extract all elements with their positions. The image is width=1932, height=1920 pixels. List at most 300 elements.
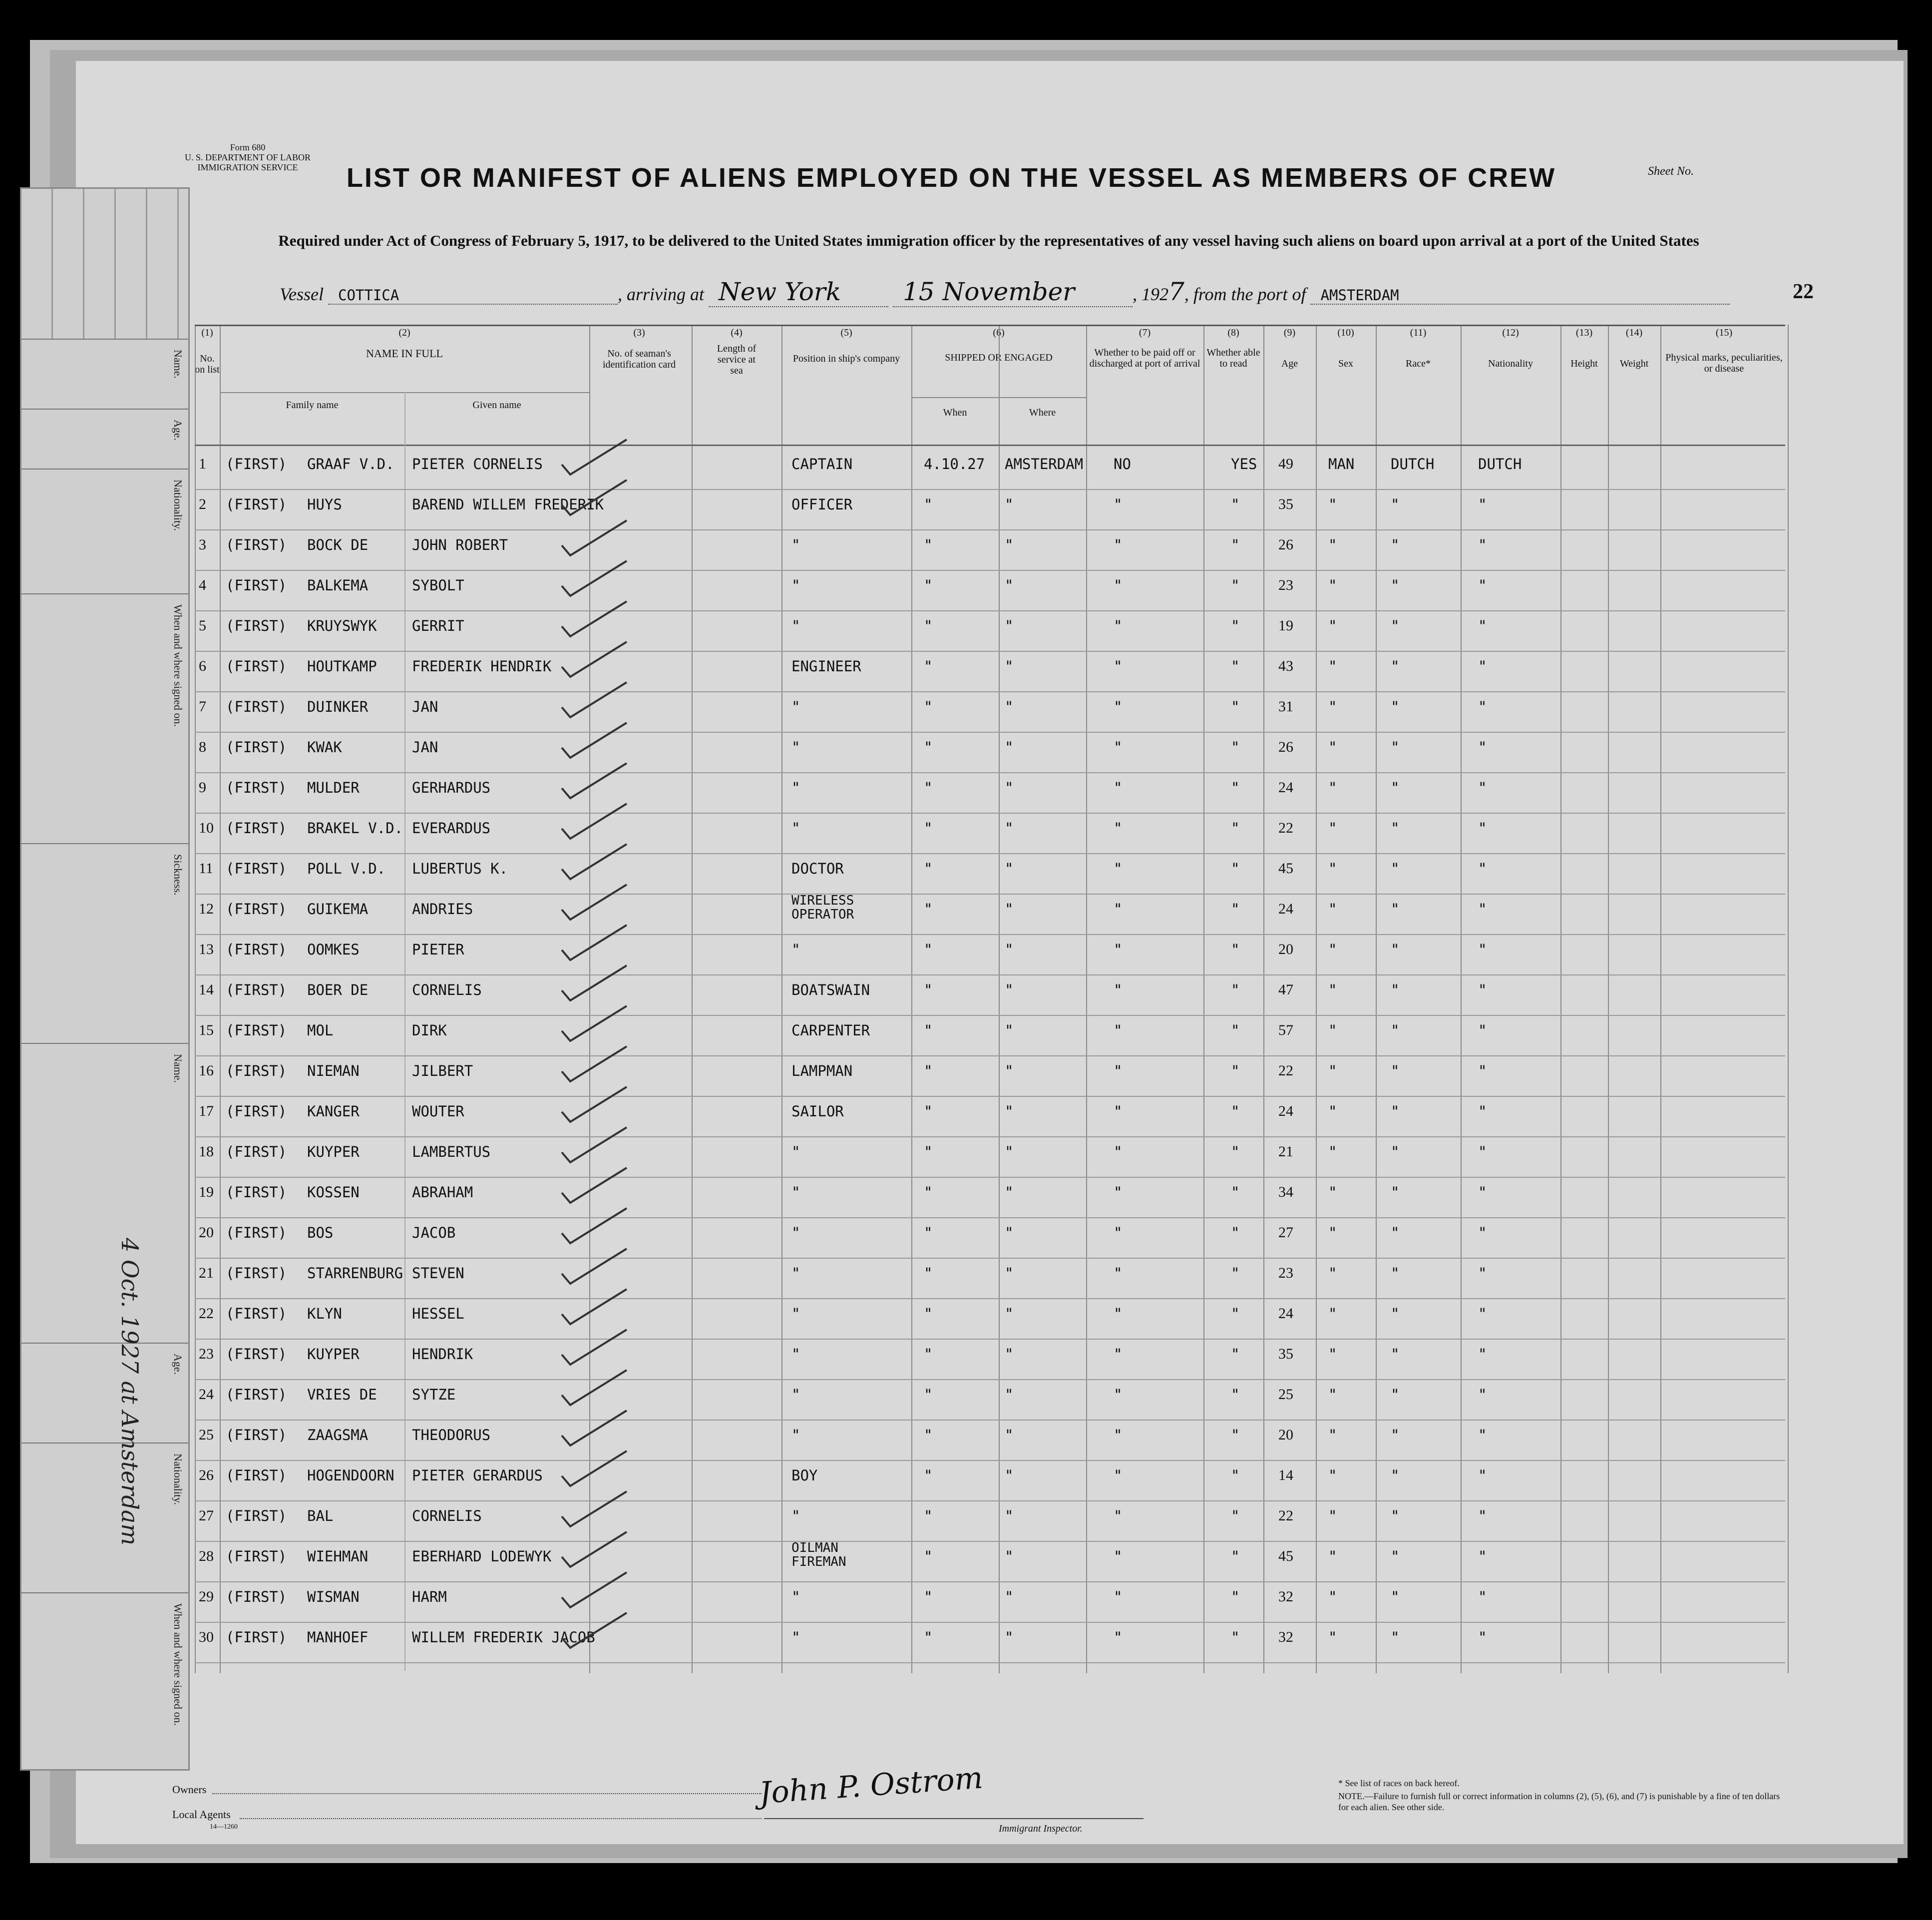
position: " — [791, 1427, 800, 1443]
class-stamp: (FIRST) — [226, 739, 287, 756]
age: 24 — [1278, 1305, 1293, 1322]
position: " — [791, 1184, 800, 1201]
nationality: " — [1478, 1467, 1487, 1484]
given-name: HENDRIK — [412, 1346, 473, 1363]
able-to-read: " — [1231, 1022, 1240, 1039]
race: " — [1391, 1386, 1400, 1403]
table-row — [195, 733, 1785, 773]
row-number: 27 — [199, 1507, 214, 1524]
able-to-read: " — [1231, 941, 1240, 958]
given-name: WOUTER — [412, 1103, 464, 1120]
check-mark-icon — [559, 437, 629, 477]
shipped-where: " — [1005, 617, 1014, 634]
race: " — [1391, 941, 1400, 958]
race: " — [1391, 981, 1400, 998]
able-to-read: " — [1231, 1427, 1240, 1443]
col-header-nationality: (12) Nationality — [1488, 327, 1533, 369]
sex: " — [1328, 1346, 1337, 1363]
shipped-where: AMSTERDAM — [1005, 456, 1084, 473]
family-name: NIEMAN — [307, 1062, 360, 1079]
able-to-read: " — [1231, 1548, 1240, 1565]
table-row — [195, 1137, 1785, 1177]
family-name: KOSSEN — [307, 1184, 360, 1201]
row-number: 10 — [199, 820, 214, 836]
age: 23 — [1278, 1265, 1293, 1281]
shipped-where: " — [1005, 496, 1014, 513]
col-header-where: Where — [1029, 407, 1056, 418]
table-row — [195, 1542, 1785, 1582]
age: 31 — [1278, 698, 1293, 715]
races-note: * See list of races on back hereof. — [1338, 1778, 1460, 1788]
sex: " — [1328, 536, 1337, 553]
given-name: PIETER GERARDUS — [412, 1467, 543, 1484]
nationality: " — [1478, 941, 1487, 958]
paid-off: " — [1114, 1427, 1123, 1443]
position: CAPTAIN — [791, 456, 853, 473]
family-name: BOER DE — [307, 981, 369, 998]
paid-off: " — [1114, 941, 1123, 958]
check-mark-icon — [559, 1044, 629, 1084]
paid-off: " — [1114, 779, 1123, 796]
shipped-where: " — [1005, 1305, 1014, 1322]
position: " — [791, 1507, 800, 1524]
given-name: WILLEM FREDERIK JACOB — [412, 1629, 595, 1646]
table-row — [195, 854, 1785, 894]
class-stamp: (FIRST) — [226, 1103, 287, 1120]
sex: " — [1328, 1062, 1337, 1079]
given-name: JAN — [412, 739, 438, 756]
local-agents-label: Local Agents — [172, 1808, 231, 1821]
nationality: " — [1478, 536, 1487, 553]
family-name: BOS — [307, 1224, 334, 1241]
age: 49 — [1278, 456, 1293, 472]
table-row — [195, 1218, 1785, 1258]
check-mark-icon — [559, 478, 629, 517]
strip-field: Sickness. — [21, 843, 188, 1044]
row-number: 19 — [199, 1184, 214, 1200]
race: " — [1391, 779, 1400, 796]
vessel-line: Vessel COTTICA , arriving at New York 15 November , 1927, from the port of AMSTERDAM — [280, 277, 1828, 307]
shipped-when: " — [924, 1588, 933, 1605]
shipped-where: " — [1005, 981, 1014, 998]
sex: " — [1328, 901, 1337, 918]
check-mark-icon — [559, 1206, 629, 1246]
position: " — [791, 941, 800, 958]
able-to-read: " — [1231, 658, 1240, 675]
age: 57 — [1278, 1022, 1293, 1038]
class-stamp: (FIRST) — [226, 456, 287, 473]
able-to-read: " — [1231, 1386, 1240, 1403]
able-to-read: " — [1231, 1346, 1240, 1363]
row-number: 6 — [199, 658, 206, 674]
table-row — [195, 450, 1785, 489]
given-name: LAMBERTUS — [412, 1143, 491, 1160]
table-row — [195, 1016, 1785, 1056]
table-row — [195, 1380, 1785, 1420]
shipped-when: 4.10.27 — [924, 456, 985, 473]
class-stamp: (FIRST) — [226, 1143, 287, 1160]
family-name: KANGER — [307, 1103, 360, 1120]
col-header-paid-off: (7) Whether to be paid off or discharged at port of arrival — [1089, 327, 1200, 369]
col-header-physical-marks: (15) Physical marks, peculiarities, or disease — [1665, 327, 1783, 374]
class-stamp: (FIRST) — [226, 1427, 287, 1443]
shipped-subrule — [911, 397, 1086, 398]
nationality: " — [1478, 1588, 1487, 1605]
family-name: MOL — [307, 1022, 334, 1039]
nationality: " — [1478, 1265, 1487, 1282]
row-number: 23 — [199, 1346, 214, 1362]
race: " — [1391, 617, 1400, 634]
check-mark-icon — [559, 1165, 629, 1205]
able-to-read: " — [1231, 536, 1240, 553]
nationality: " — [1478, 1346, 1487, 1363]
strip-field: Nationality. — [21, 469, 188, 594]
age: 26 — [1278, 739, 1293, 755]
arrival-year: 7 — [1168, 277, 1184, 306]
family-name: BALKEMA — [307, 577, 369, 594]
family-name: BOCK DE — [307, 536, 369, 553]
race: " — [1391, 860, 1400, 877]
given-name: GERHARDUS — [412, 779, 491, 796]
shipped-when: " — [924, 739, 933, 756]
given-name: JACOB — [412, 1224, 456, 1241]
form-code: 14—1260 — [210, 1823, 238, 1831]
col-header-position: (5) Position in ship's company — [792, 327, 900, 364]
family-name: VRIES DE — [307, 1386, 377, 1403]
check-mark-icon — [559, 963, 629, 1003]
given-name: CORNELIS — [412, 981, 482, 998]
table-row — [195, 1340, 1785, 1380]
check-mark-icon — [559, 1125, 629, 1165]
attached-side-strip — [20, 187, 190, 1771]
age: 24 — [1278, 901, 1293, 917]
check-mark-icon — [559, 842, 629, 882]
row-number: 18 — [199, 1143, 214, 1160]
row-number: 25 — [199, 1427, 214, 1443]
position: WIRELESS OPERATOR — [791, 893, 854, 922]
family-name: MANHOEF — [307, 1629, 369, 1646]
col-header-race: (11) Race* — [1406, 327, 1431, 369]
row-number: 7 — [199, 698, 206, 715]
race: " — [1391, 1467, 1400, 1484]
shipped-where: " — [1005, 658, 1014, 675]
table-row — [195, 975, 1785, 1015]
nationality: " — [1478, 1184, 1487, 1201]
sex: " — [1328, 1427, 1337, 1443]
able-to-read: " — [1231, 1143, 1240, 1160]
position: " — [791, 820, 800, 837]
sex: " — [1328, 739, 1337, 756]
able-to-read: " — [1231, 577, 1240, 594]
paid-off: " — [1114, 536, 1123, 553]
family-name: KLYN — [307, 1305, 342, 1322]
able-to-read: " — [1231, 1588, 1240, 1605]
page-title: LIST OR MANIFEST OF ALIENS EMPLOYED ON THE VESSEL AS MEMBERS OF CREW — [346, 163, 1556, 193]
shipped-where: " — [1005, 1588, 1014, 1605]
table-row — [195, 895, 1785, 935]
vessel-name: COTTICA — [328, 287, 618, 305]
row-number: 26 — [199, 1467, 214, 1483]
race: " — [1391, 577, 1400, 594]
nationality: DUTCH — [1478, 456, 1522, 473]
shipped-when: " — [924, 698, 933, 715]
shipped-when: " — [924, 577, 933, 594]
family-name: KRUYSWYK — [307, 617, 377, 634]
age: 24 — [1278, 1103, 1293, 1119]
given-name: JILBERT — [412, 1062, 473, 1079]
paid-off: " — [1114, 496, 1123, 513]
shipped-when: " — [924, 1507, 933, 1524]
given-name: SYTZE — [412, 1386, 456, 1403]
sex: " — [1328, 1022, 1337, 1039]
check-mark-icon — [559, 1246, 629, 1286]
shipped-where: " — [1005, 1507, 1014, 1524]
check-mark-icon — [559, 1570, 629, 1610]
class-stamp: (FIRST) — [226, 496, 287, 513]
able-to-read: " — [1231, 1184, 1240, 1201]
given-name: LUBERTUS K. — [412, 860, 508, 877]
paid-off: " — [1114, 981, 1123, 998]
family-name: WISMAN — [307, 1588, 360, 1605]
class-stamp: (FIRST) — [226, 779, 287, 796]
sex: " — [1328, 617, 1337, 634]
age: 21 — [1278, 1143, 1293, 1160]
sex: MAN — [1328, 456, 1355, 473]
race: " — [1391, 901, 1400, 918]
shipped-when: " — [924, 1224, 933, 1241]
row-number: 12 — [199, 901, 214, 917]
table-row — [195, 1178, 1785, 1218]
check-mark-icon — [559, 518, 629, 558]
departure-port: AMSTERDAM — [1310, 287, 1730, 305]
sex: " — [1328, 941, 1337, 958]
check-mark-icon — [559, 923, 629, 962]
age: 20 — [1278, 1427, 1293, 1443]
paid-off: NO — [1114, 456, 1131, 473]
row-number: 15 — [199, 1022, 214, 1038]
race: " — [1391, 739, 1400, 756]
row-number: 24 — [199, 1386, 214, 1403]
table-row — [195, 1501, 1785, 1541]
table-row — [195, 652, 1785, 692]
position: " — [791, 1346, 800, 1363]
position: " — [791, 1305, 800, 1322]
race: " — [1391, 1184, 1400, 1201]
position: OILMAN FIREMAN — [791, 1540, 846, 1569]
class-stamp: (FIRST) — [226, 860, 287, 877]
family-name: GRAAF V.D. — [307, 456, 394, 473]
shipped-where: " — [1005, 1224, 1014, 1241]
position: BOY — [791, 1467, 818, 1484]
shipped-when: " — [924, 658, 933, 675]
able-to-read: " — [1231, 496, 1240, 513]
fine-note: NOTE.—Failure to furnish full or correct information in columns (2), (5), (6), and (7) is punishable by a fine of ten dollars for each alien. See other side. — [1338, 1791, 1780, 1812]
paid-off: " — [1114, 1305, 1123, 1322]
strip-handwriting: 4 Oct. 1927 at Amsterdam — [116, 1238, 143, 1545]
given-name: ANDRIES — [412, 901, 473, 918]
paid-off: " — [1114, 1062, 1123, 1079]
given-name: THEODORUS — [412, 1427, 491, 1443]
race: " — [1391, 1507, 1400, 1524]
class-stamp: (FIRST) — [226, 981, 287, 998]
paid-off: " — [1114, 1346, 1123, 1363]
given-name: JAN — [412, 698, 438, 715]
col-header-weight: (14) Weight — [1619, 327, 1649, 369]
family-name: HOUTKAMP — [307, 658, 377, 675]
given-name: PIETER CORNELIS — [412, 456, 543, 473]
shipped-when: " — [924, 1184, 933, 1201]
age: 25 — [1278, 1386, 1293, 1403]
col-header-length-service: (4) Length of service at sea — [717, 327, 757, 376]
owners-label: Owners — [172, 1783, 207, 1796]
class-stamp: (FIRST) — [226, 1062, 287, 1079]
class-stamp: (FIRST) — [226, 1022, 287, 1039]
position: " — [791, 698, 800, 715]
given-name: EBERHARD LODEWYK — [412, 1548, 552, 1565]
col-header-height: (13) Height — [1570, 327, 1598, 369]
race: " — [1391, 536, 1400, 553]
strip-field: Age. — [21, 1343, 188, 1443]
age: 20 — [1278, 941, 1293, 958]
able-to-read: " — [1231, 617, 1240, 634]
given-name: CORNELIS — [412, 1507, 482, 1524]
paid-off: " — [1114, 698, 1123, 715]
paid-off: " — [1114, 617, 1123, 634]
class-stamp: (FIRST) — [226, 820, 287, 837]
age: 14 — [1278, 1467, 1293, 1483]
nationality: " — [1478, 779, 1487, 796]
nationality: " — [1478, 1143, 1487, 1160]
shipped-where: " — [1005, 779, 1014, 796]
able-to-read: " — [1231, 1062, 1240, 1079]
table-row — [195, 935, 1785, 975]
paid-off: " — [1114, 1629, 1123, 1646]
given-name: FREDERIK HENDRIK — [412, 658, 552, 675]
table-row — [195, 611, 1785, 651]
sex: " — [1328, 1548, 1337, 1565]
strip-field: Nationality. — [21, 1442, 188, 1593]
family-name: OOMKES — [307, 941, 360, 958]
table-row — [195, 692, 1785, 732]
arrival-port: New York — [709, 277, 888, 307]
shipped-where: " — [1005, 1629, 1014, 1646]
inspector-signature: John P. Ostrom — [758, 1760, 984, 1811]
nationality: " — [1478, 1548, 1487, 1565]
row-number: 8 — [199, 739, 206, 755]
given-name: SYBOLT — [412, 577, 464, 594]
shipped-when: " — [924, 1265, 933, 1282]
check-mark-icon — [559, 599, 629, 639]
nationality: " — [1478, 1427, 1487, 1443]
check-mark-icon — [559, 1529, 629, 1569]
race: " — [1391, 698, 1400, 715]
age: 22 — [1278, 1062, 1293, 1079]
shipped-when: " — [924, 1103, 933, 1120]
row-number: 28 — [199, 1548, 214, 1564]
family-name: BAL — [307, 1507, 334, 1524]
family-name: KUYPER — [307, 1346, 360, 1363]
age: 24 — [1278, 779, 1293, 796]
row-number: 30 — [199, 1629, 214, 1645]
table-row — [195, 1421, 1785, 1460]
able-to-read: " — [1231, 901, 1240, 918]
age: 45 — [1278, 1548, 1293, 1564]
able-to-read: " — [1231, 820, 1240, 837]
row-number: 29 — [199, 1588, 214, 1605]
sex: " — [1328, 1629, 1337, 1646]
class-stamp: (FIRST) — [226, 1588, 287, 1605]
position: BOATSWAIN — [791, 981, 870, 998]
position: " — [791, 779, 800, 796]
check-mark-icon — [559, 1368, 629, 1408]
age: 47 — [1278, 981, 1293, 998]
shipped-when: " — [924, 1548, 933, 1565]
shipped-when: " — [924, 1346, 933, 1363]
sheet-number-label: Sheet No. — [1648, 165, 1694, 178]
race: " — [1391, 1629, 1400, 1646]
sex: " — [1328, 1507, 1337, 1524]
check-mark-icon — [559, 761, 629, 801]
family-name: ZAAGSMA — [307, 1427, 369, 1443]
able-to-read: " — [1231, 1224, 1240, 1241]
row-number: 1 — [199, 456, 206, 472]
family-name: HUYS — [307, 496, 342, 513]
shipped-when: " — [924, 901, 933, 918]
class-stamp: (FIRST) — [226, 1305, 287, 1322]
nationality: " — [1478, 1507, 1487, 1524]
age: 19 — [1278, 617, 1293, 634]
shipped-where: " — [1005, 1103, 1014, 1120]
col-header-read: (8) Whether able to read — [1206, 327, 1260, 369]
paid-off: " — [1114, 820, 1123, 837]
class-stamp: (FIRST) — [226, 1224, 287, 1241]
race: " — [1391, 1143, 1400, 1160]
position: LAMPMAN — [791, 1062, 853, 1079]
shipped-where: " — [1005, 536, 1014, 553]
position: " — [791, 1386, 800, 1403]
shipped-where: " — [1005, 1022, 1014, 1039]
table-top-rule — [195, 325, 1785, 326]
table-row — [195, 1461, 1785, 1501]
header-bottom-rule — [195, 445, 1785, 446]
shipped-when: " — [924, 1143, 933, 1160]
class-stamp: (FIRST) — [226, 617, 287, 634]
paid-off: " — [1114, 901, 1123, 918]
family-name: KWAK — [307, 739, 342, 756]
given-name: BAREND WILLEM FREDERIK — [412, 496, 604, 513]
able-to-read: " — [1231, 1507, 1240, 1524]
given-name: DIRK — [412, 1022, 447, 1039]
nationality: " — [1478, 496, 1487, 513]
check-mark-icon — [559, 639, 629, 679]
age: 35 — [1278, 1346, 1293, 1362]
age: 45 — [1278, 860, 1293, 877]
row-number: 4 — [199, 577, 206, 593]
shipped-where: " — [1005, 1265, 1014, 1282]
check-mark-icon — [559, 558, 629, 598]
form-number-block: Form 680 U. S. DEPARTMENT OF LABOR IMMIGRATION SERVICE — [185, 142, 311, 172]
shipped-when: " — [924, 1022, 933, 1039]
nationality: " — [1478, 739, 1487, 756]
col-header-shipped: (6) SHIPPED OR ENGAGED — [945, 327, 1053, 363]
table-row — [195, 1097, 1785, 1137]
given-name: JOHN ROBERT — [412, 536, 508, 553]
shipped-when: " — [924, 496, 933, 513]
check-mark-icon — [559, 1287, 629, 1327]
paid-off: " — [1114, 1467, 1123, 1484]
page-number: 22 — [1793, 280, 1814, 303]
shipped-when: " — [924, 981, 933, 998]
